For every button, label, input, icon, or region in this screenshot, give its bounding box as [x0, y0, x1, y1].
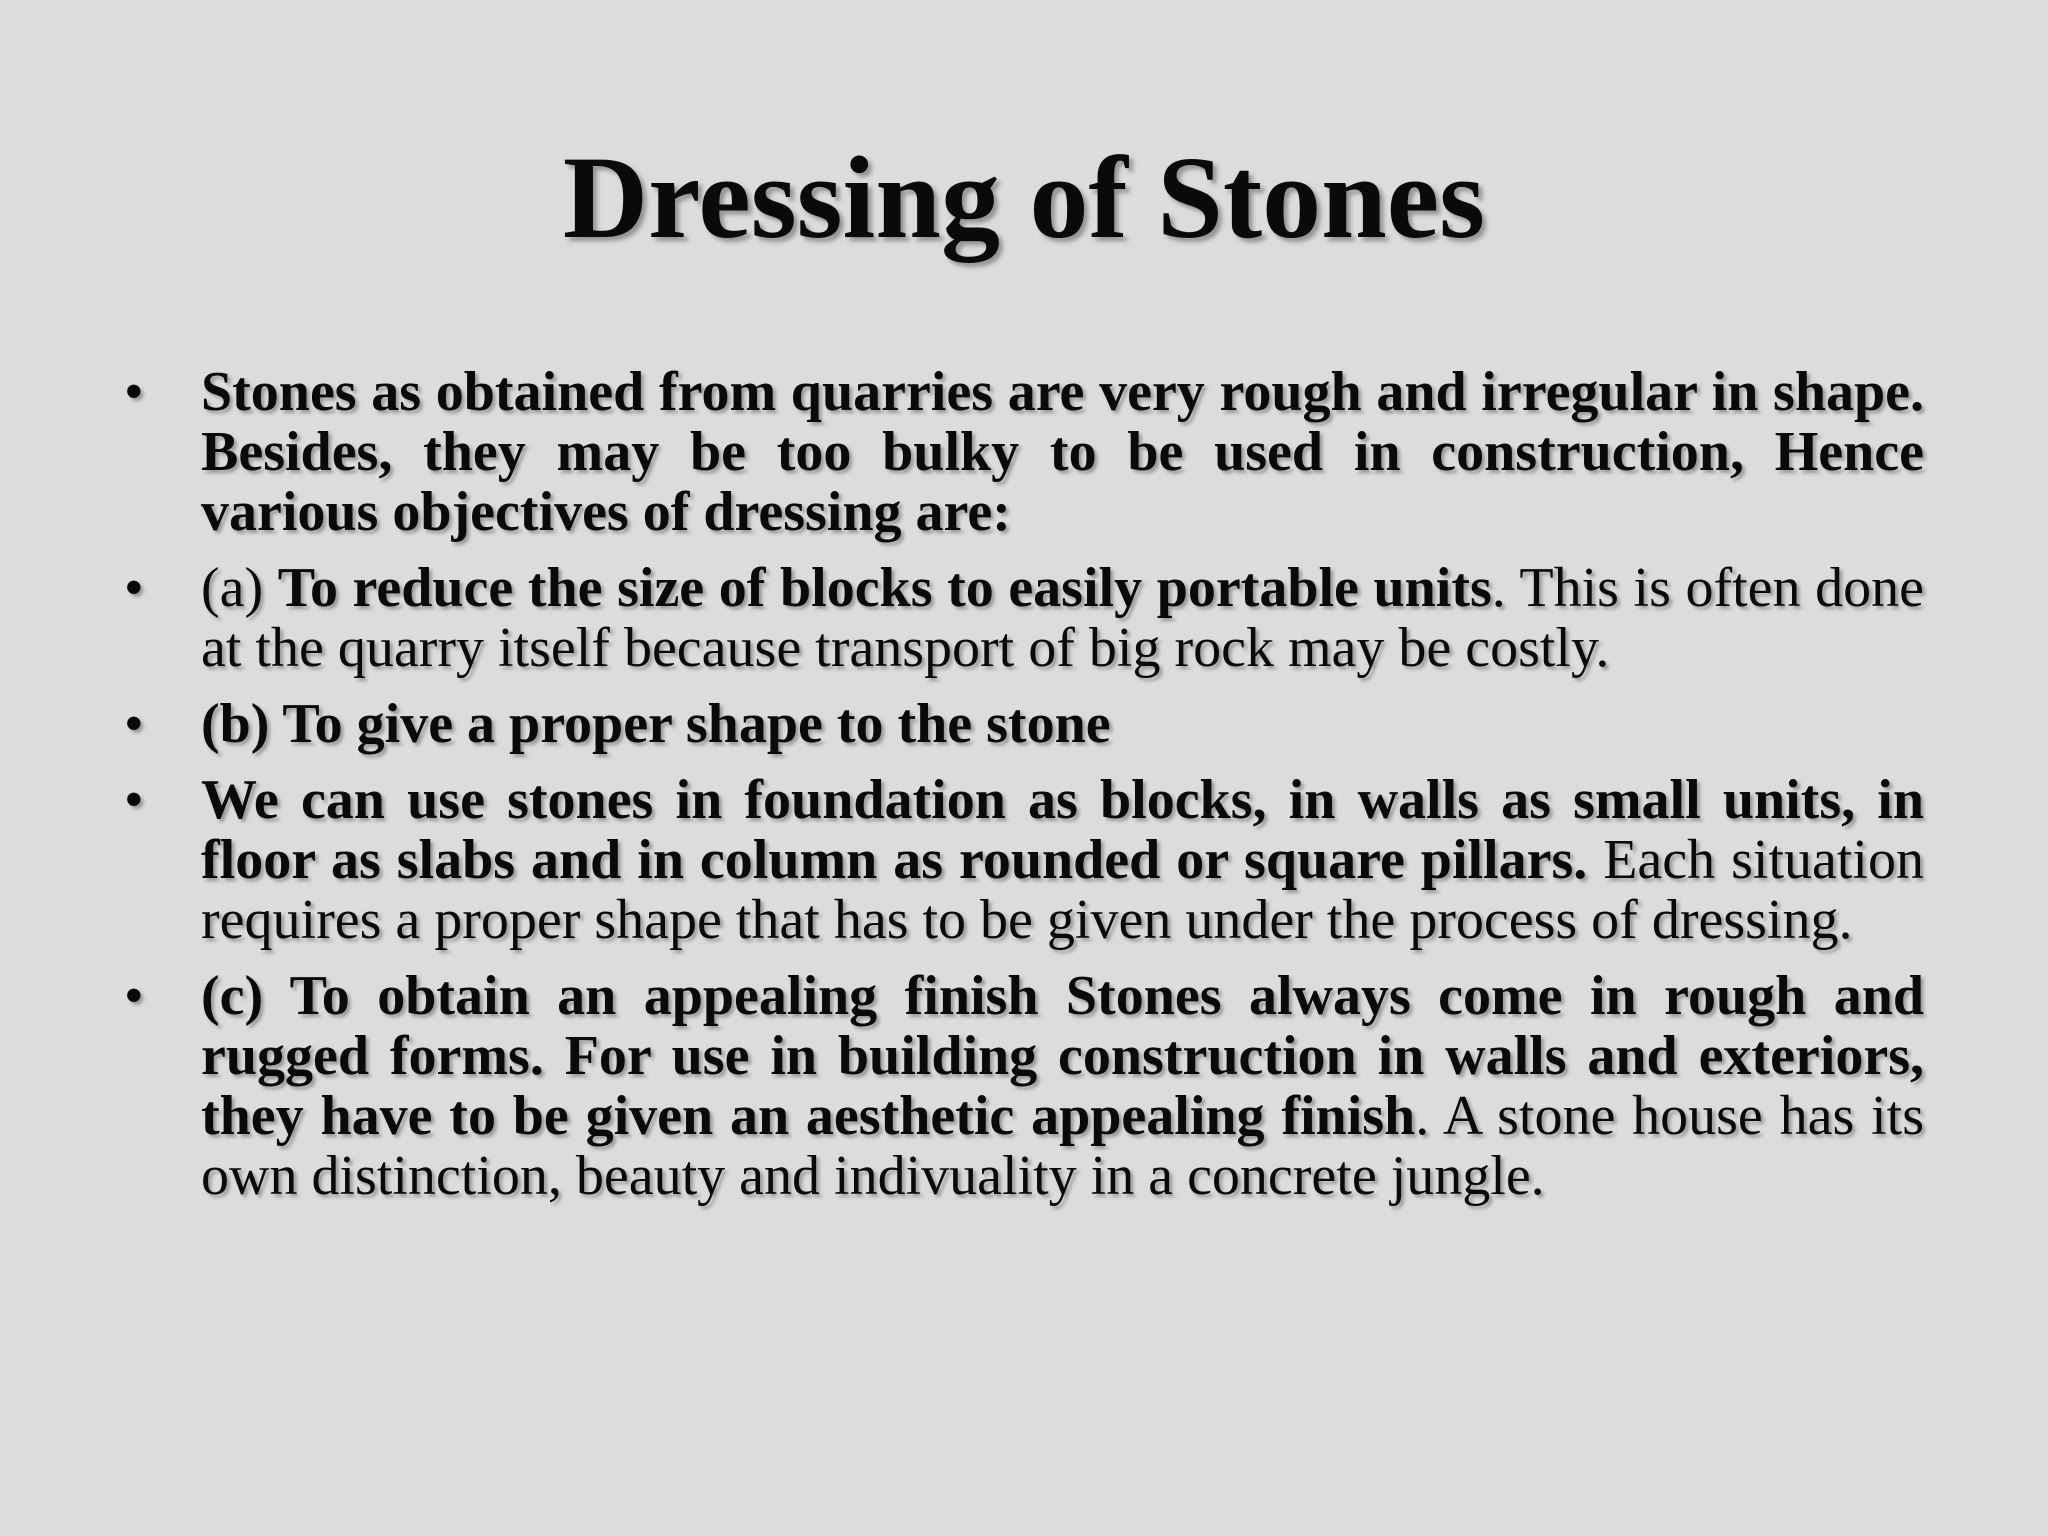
bullet-icon: • — [124, 693, 144, 755]
bullet-text: . This is often done at the quarry itself because transport of big rock may be costly. — [201, 557, 1924, 679]
bullet-text: (a) — [201, 557, 278, 619]
bullet-icon: • — [124, 557, 144, 619]
slide-title: Dressing of Stones — [562, 132, 1486, 263]
bullet-item — [124, 558, 1924, 678]
bullet-text: Each situation requires a proper shape that has to be given under the process of dressing. — [201, 829, 1924, 951]
bullet-text-bold: To reduce the size of blocks to easily portable units — [277, 557, 1492, 619]
bullet-item — [124, 362, 1924, 542]
bullet-text-bold: (b) To give a proper shape to the stone — [201, 693, 1111, 755]
bullet-item — [124, 770, 1924, 950]
bullet-text-bold: Stones as obtained from quarries are very rough and irregular in shape. Besides, they may be too bulky to be used in construction, Hence various objectives of dressing are: — [201, 361, 1924, 543]
bullet-list — [124, 362, 1924, 1222]
bullet-text-bold: We can use stones in foundation as blocks, in walls as small units, in floor as slabs and in column as rounded or square pillars. — [201, 769, 1924, 891]
bullet-item — [124, 966, 1924, 1206]
bullet-icon: • — [124, 965, 144, 1027]
bullet-item — [124, 694, 1924, 754]
bullet-text-bold: (c) To obtain an appealing finish Stones always come in rough and rugged forms. For use in building construction in walls and exteriors, they have to be given an aesthetic appealing finish — [201, 965, 1924, 1147]
bullet-icon: • — [124, 769, 144, 831]
bullet-icon: • — [124, 361, 144, 423]
bullet-text: . A stone house has its own distinction, beauty and indivuality in a concrete jungle. — [201, 1085, 1924, 1207]
